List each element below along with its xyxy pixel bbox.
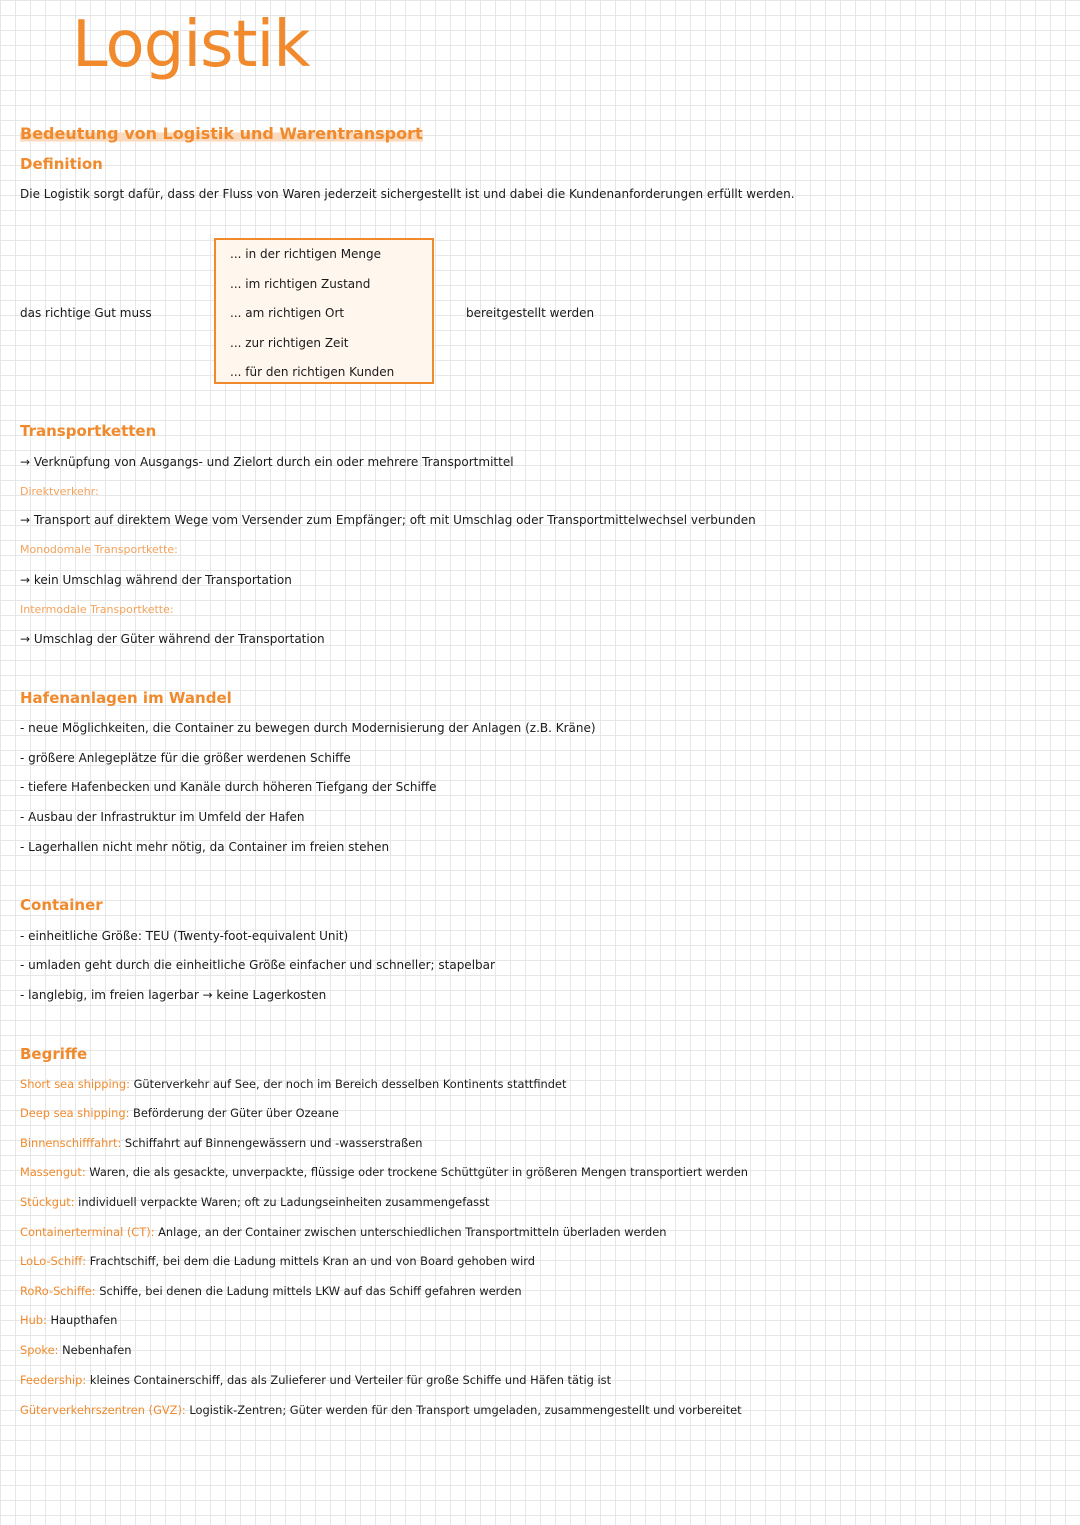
rights-item: ... zur richtigen Zeit	[230, 336, 349, 350]
rights-right-text: bereitgestellt werden	[466, 306, 595, 320]
begriff-term: Deep sea shipping:	[20, 1106, 130, 1120]
hafen-item: - neue Möglichkeiten, die Container zu bewegen durch Modernisierung der Anlagen (z.B. Kräne)	[20, 721, 596, 735]
begriff-def: Schiffahrt auf Binnengewässern und -wasserstraßen	[124, 1136, 423, 1150]
begriff-row	[20, 1373, 611, 1387]
begriff-term: Güterverkehrszentren (GVZ):	[20, 1403, 186, 1417]
begriff-row	[20, 1136, 423, 1150]
container-item: - langlebig, im freien lagerbar → keine Lagerkosten	[20, 988, 327, 1002]
begriffe-heading: Begriffe	[20, 1045, 88, 1063]
begriff-def: Haupthafen	[50, 1313, 118, 1327]
definition-heading: Definition	[20, 155, 103, 173]
definition-text: Die Logistik sorgt dafür, dass der Fluss von Waren jederzeit sichergestellt ist und dabei die Kundenanforderungen erfüllt werden.	[20, 187, 795, 201]
begriff-row	[20, 1077, 566, 1091]
hafen-item: - Lagerhallen nicht mehr nötig, da Container im freien stehen	[20, 840, 390, 854]
hafen-item: - tiefere Hafenbecken und Kanäle durch höheren Tiefgang der Schiffe	[20, 780, 437, 794]
begriff-def: Waren, die als gesackte, unverpackte, flüssige oder trockene Schüttgüter in größeren Mengen transportiert werden	[89, 1165, 748, 1179]
begriff-term: Short sea shipping:	[20, 1077, 130, 1091]
begriff-row	[20, 1284, 522, 1298]
begriff-row	[20, 1254, 535, 1268]
begriff-term: LoLo-Schiff:	[20, 1254, 87, 1268]
transportketten-intro: → Verknüpfung von Ausgangs- und Zielort durch ein oder mehrere Transportmittel	[20, 455, 514, 469]
monodomale-text: → kein Umschlag während der Transportation	[20, 573, 292, 587]
rights-item: ... am richtigen Ort	[230, 306, 345, 320]
rights-item: ... in der richtigen Menge	[230, 247, 382, 261]
intermodale-text: → Umschlag der Güter während der Transportation	[20, 632, 325, 646]
section-heading-main-text: Bedeutung von Logistik und Warentransport	[20, 124, 423, 143]
monodomale-label: Monodomale Transportkette:	[20, 543, 178, 556]
rights-box	[214, 238, 434, 384]
begriff-def: Beförderung der Güter über Ozeane	[133, 1106, 339, 1120]
begriff-term: Massengut:	[20, 1165, 86, 1179]
section-heading-main	[20, 124, 423, 143]
rights-item: ... im richtigen Zustand	[230, 277, 371, 291]
hafen-item: - größere Anlegeplätze für die größer werdenen Schiffe	[20, 751, 351, 765]
begriff-def: Logistik-Zentren; Güter werden für den Transport umgeladen, zusammengestellt und vorbereitet	[189, 1403, 742, 1417]
begriff-term: Binnenschifffahrt:	[20, 1136, 122, 1150]
begriff-term: Feedership:	[20, 1373, 87, 1387]
rights-left-text: das richtige Gut muss	[20, 306, 152, 320]
begriff-term: Spoke:	[20, 1343, 59, 1357]
page-title: Logistik	[72, 8, 310, 82]
begriff-row	[20, 1165, 748, 1179]
begriff-def: Anlage, an der Container zwischen unterschiedlichen Transportmitteln überladen werden	[158, 1225, 667, 1239]
intermodale-label: Intermodale Transportkette:	[20, 603, 174, 616]
rights-item: ... für den richtigen Kunden	[230, 365, 395, 379]
direktverkehr-text: → Transport auf direktem Wege vom Versender zum Empfänger; oft mit Umschlag oder Transportmittelwechsel verbunden	[20, 513, 756, 527]
begriff-row	[20, 1313, 117, 1327]
container-item: - einheitliche Größe: TEU (Twenty-foot-equivalent Unit)	[20, 929, 349, 943]
begriff-row	[20, 1106, 339, 1120]
begriff-term: RoRo-Schiffe:	[20, 1284, 96, 1298]
container-item: - umladen geht durch die einheitliche Größe einfacher und schneller; stapelbar	[20, 958, 495, 972]
begriff-def: individuell verpackte Waren; oft zu Ladungseinheiten zusammengefasst	[78, 1195, 490, 1209]
begriff-def: Schiffe, bei denen die Ladung mittels LKW auf das Schiff gefahren werden	[99, 1284, 522, 1298]
begriff-row	[20, 1343, 132, 1357]
container-heading: Container	[20, 896, 103, 914]
begriff-def: kleines Containerschiff, das als Zulieferer und Verteiler für große Schiffe und Häfen tätig ist	[89, 1373, 612, 1387]
hafen-item: - Ausbau der Infrastruktur im Umfeld der Hafen	[20, 810, 305, 824]
begriff-def: Nebenhafen	[62, 1343, 132, 1357]
begriff-def: Güterverkehr auf See, der noch im Bereich desselben Kontinents stattfindet	[133, 1077, 567, 1091]
begriff-row	[20, 1195, 490, 1209]
transportketten-heading: Transportketten	[20, 422, 157, 440]
hafen-heading: Hafenanlagen im Wandel	[20, 689, 232, 707]
begriff-term: Containerterminal (CT):	[20, 1225, 155, 1239]
begriff-def: Frachtschiff, bei dem die Ladung mittels Kran an und von Board gehoben wird	[89, 1254, 535, 1268]
direktverkehr-label: Direktverkehr:	[20, 485, 99, 498]
begriff-row	[20, 1403, 742, 1417]
begriff-row	[20, 1225, 667, 1239]
begriff-term: Hub:	[20, 1313, 47, 1327]
begriff-term: Stückgut:	[20, 1195, 75, 1209]
